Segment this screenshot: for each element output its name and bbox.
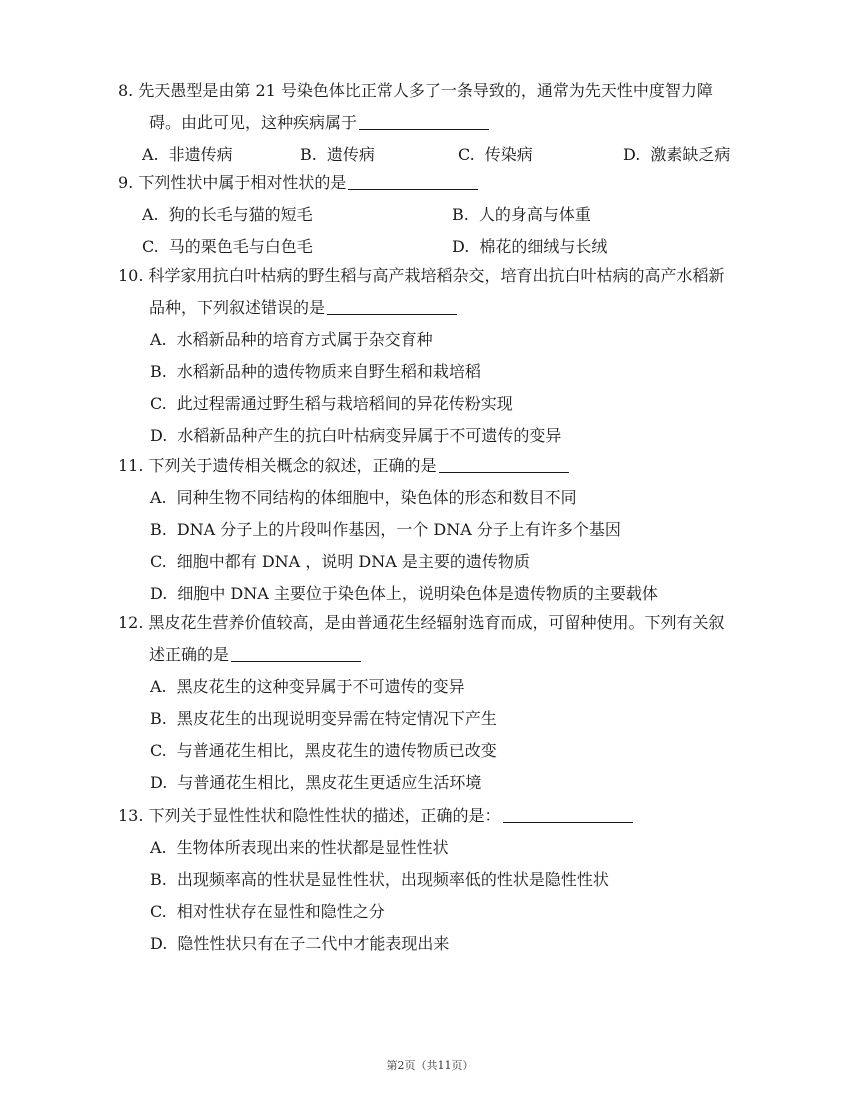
option-c[interactable] [150, 735, 768, 767]
option-letter: A. [142, 205, 159, 224]
option-letter: B. [150, 362, 167, 381]
option-c[interactable] [142, 231, 452, 263]
question-number: 11. [118, 456, 144, 475]
question-number: 12. [118, 613, 144, 632]
option-text: 细胞中 DNA 主要位于染色体上，说明染色体是遗传物质的主要载体 [177, 584, 658, 603]
question-stem-line: 黑皮花生营养价值较高，是由普通花生经辐射选育而成，可留种使用。下列有关叙 [148, 613, 725, 632]
options [118, 832, 768, 960]
question-stem-line: 下列关于遗传相关概念的叙述，正确的是 [148, 456, 437, 475]
question-10 [118, 260, 768, 452]
option-letter: D. [150, 934, 168, 953]
question-stem-continuation [118, 639, 768, 671]
option-c[interactable] [150, 546, 768, 578]
option-a[interactable] [150, 482, 768, 514]
option-a[interactable] [150, 671, 768, 703]
option-text: 与普通花生相比，黑皮花生的遗传物质已改变 [176, 741, 497, 760]
question-stem-line: 下列关于显性性状和隐性性状的描述，正确的是： [148, 806, 501, 825]
option-text: 出现频率高的性状是显性性状，出现频率低的性状是隐性性状 [176, 870, 609, 889]
option-text: DNA 分子上的片段叫作基因，一个 DNA 分子上有许多个基因 [176, 520, 621, 539]
options [118, 671, 768, 799]
option-a[interactable] [150, 324, 768, 356]
option-letter: C. [150, 902, 167, 921]
question-stem-line: 科学家用抗白叶枯病的野生稻与高产栽培稻杂交，培育出抗白叶枯病的高产水稻新 [148, 266, 725, 285]
option-letter: B. [452, 205, 469, 224]
option-text: 马的栗色毛与白色毛 [168, 237, 313, 256]
option-letter: C. [150, 552, 167, 571]
options [118, 199, 768, 263]
option-letter: A. [142, 145, 159, 164]
question-stem [118, 75, 768, 107]
option-text: 生物体所表现出来的性状都是显性性状 [176, 838, 449, 857]
option-letter: B. [150, 870, 167, 889]
answer-blank[interactable] [231, 645, 361, 662]
option-letter: A. [150, 677, 167, 696]
option-letter: D. [150, 773, 168, 792]
question-stem-continuation [118, 292, 768, 324]
answer-blank[interactable] [439, 456, 569, 473]
option-text: 传染病 [484, 145, 533, 164]
option-text: 此过程需通过野生稻与栽培稻间的异花传粉实现 [176, 394, 513, 413]
option-text: 黑皮花生的这种变异属于不可遗传的变异 [176, 677, 465, 696]
option-text: 激素缺乏病 [650, 145, 731, 164]
option-letter: A. [150, 488, 167, 507]
option-letter: A. [150, 330, 167, 349]
question-stem [118, 167, 768, 199]
option-text: 黑皮花生的出现说明变异需在特定情况下产生 [176, 709, 497, 728]
option-text: 细胞中都有 DNA ，说明 DNA 是主要的遗传物质 [176, 552, 530, 571]
option-letter: B. [150, 709, 167, 728]
option-c[interactable] [150, 896, 768, 928]
question-stem-line: 品种，下列叙述错误的是 [149, 298, 326, 317]
page-footer: 第2页（共11页） [386, 1059, 474, 1072]
question-stem-line: 下列性状中属于相对性状的是 [138, 173, 347, 192]
options [118, 482, 768, 610]
question-stem [118, 800, 768, 832]
option-text: 同种生物不同结构的体细胞中，染色体的形态和数目不同 [176, 488, 577, 507]
option-text: 棉花的细绒与长绒 [479, 237, 608, 256]
option-text: 遗传病 [326, 145, 375, 164]
question-number: 9. [118, 173, 134, 192]
option-b[interactable] [150, 703, 768, 735]
question-12 [118, 607, 768, 799]
answer-blank[interactable] [327, 298, 457, 315]
option-d[interactable] [150, 578, 768, 610]
option-letter: C. [142, 237, 159, 256]
question-11 [118, 450, 768, 610]
option-text: 水稻新品种产生的抗白叶枯病变异属于不可遗传的变异 [177, 426, 562, 445]
option-text: 水稻新品种的遗传物质来自野生稻和栽培稻 [176, 362, 481, 381]
option-text: 水稻新品种的培育方式属于杂交育种 [176, 330, 433, 349]
option-c[interactable] [150, 388, 768, 420]
answer-blank[interactable] [503, 806, 633, 823]
option-letter: D. [623, 145, 641, 164]
option-letter: D. [150, 584, 168, 603]
question-stem-continuation [118, 107, 768, 139]
option-letter: C. [458, 145, 475, 164]
options [118, 324, 768, 452]
option-text: 人的身高与体重 [478, 205, 591, 224]
option-letter: C. [150, 394, 167, 413]
answer-blank[interactable] [348, 173, 478, 190]
option-letter: C. [150, 741, 167, 760]
question-number: 13. [118, 806, 144, 825]
question-number: 10. [118, 266, 144, 285]
option-d[interactable] [452, 231, 762, 263]
option-letter: D. [150, 426, 168, 445]
answer-blank[interactable] [359, 113, 489, 130]
option-text: 狗的长毛与猫的短毛 [168, 205, 313, 224]
option-d[interactable] [150, 767, 768, 799]
question-13 [118, 800, 768, 960]
option-d[interactable] [150, 420, 768, 452]
option-text: 与普通花生相比，黑皮花生更适应生活环境 [177, 773, 482, 792]
option-text: 非遗传病 [168, 145, 233, 164]
option-b[interactable] [150, 356, 768, 388]
option-text: 隐性性状只有在子二代中才能表现出来 [177, 934, 450, 953]
question-stem [118, 260, 768, 292]
option-a[interactable] [150, 832, 768, 864]
option-letter: B. [150, 520, 167, 539]
question-stem-line: 先天愚型是由第 21 号染色体比正常人多了一条导致的，通常为先天性中度智力障 [138, 81, 713, 100]
option-b[interactable] [452, 199, 762, 231]
option-letter: D. [452, 237, 470, 256]
option-d[interactable] [150, 928, 768, 960]
question-number: 8. [118, 81, 134, 100]
option-b[interactable] [150, 864, 768, 896]
question-stem [118, 450, 768, 482]
question-stem-line: 碍。由此可见，这种疾病属于 [149, 113, 358, 132]
option-b[interactable] [150, 514, 768, 546]
option-letter: B. [300, 145, 317, 164]
option-text: 相对性状存在显性和隐性之分 [176, 902, 385, 921]
option-letter: A. [150, 838, 167, 857]
question-stem-line: 述正确的是 [149, 645, 230, 664]
question-stem [118, 607, 768, 639]
question-8 [118, 75, 768, 171]
question-9 [118, 167, 768, 263]
option-a[interactable] [142, 199, 452, 231]
